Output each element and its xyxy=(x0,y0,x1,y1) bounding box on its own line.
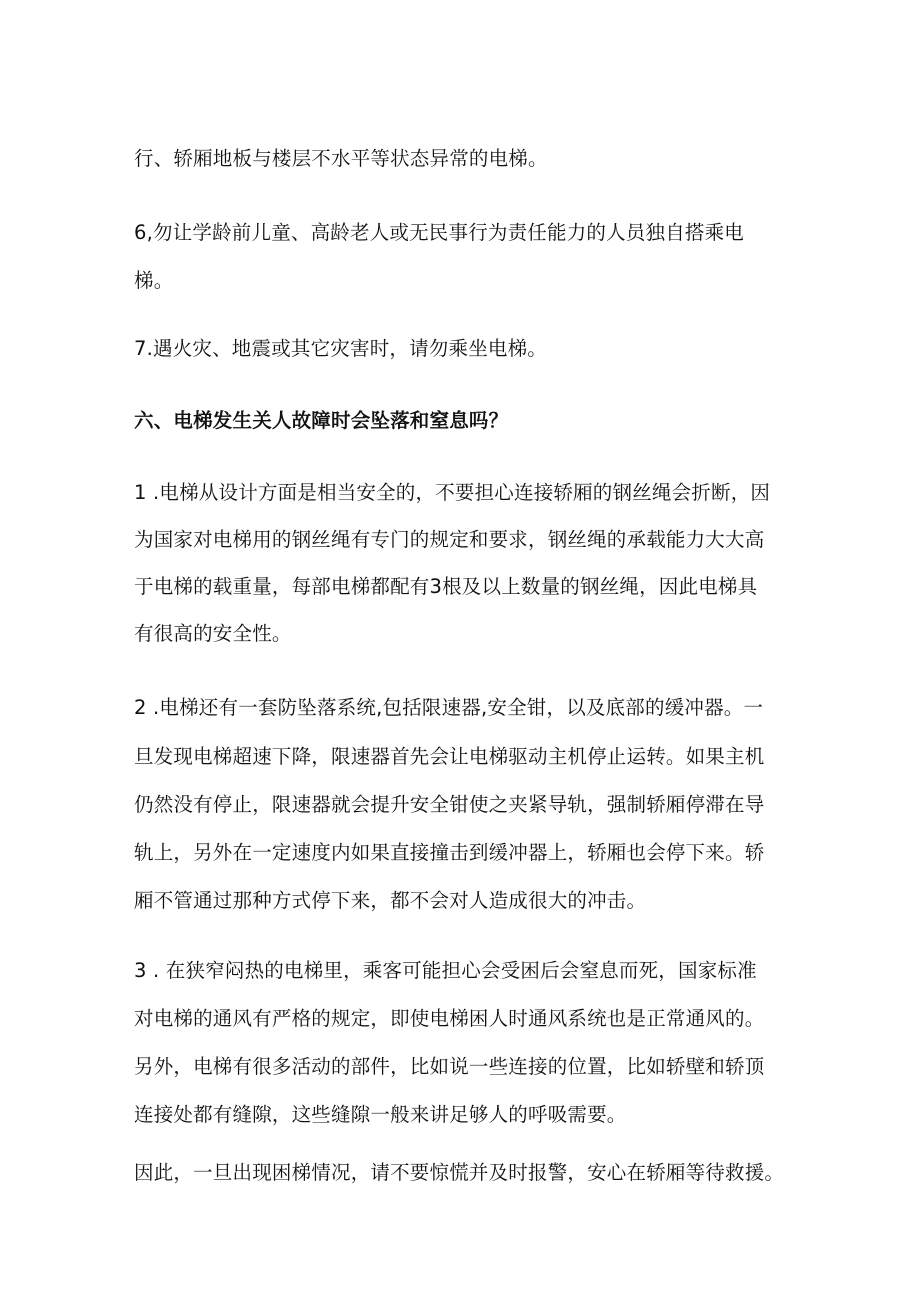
paragraph-line: 轨上，另外在一定速度内如果直接撞击到缓冲器上，轿厢也会停下来。轿 xyxy=(134,840,765,864)
paragraph-line: 3 . 在狭窄闷热的电梯里，乘客可能担心会受困后会窒息而死，国家标准 xyxy=(134,958,757,982)
paragraph-line: 旦发现电梯超速下降，限速器首先会让电梯驱动主机停止运转。如果主机 xyxy=(134,744,765,768)
paragraph-line: 另外，电梯有很多活动的部件，比如说一些连接的位置，比如轿壁和轿顶 xyxy=(134,1054,765,1078)
paragraph-line: 连接处都有缝隙，这些缝隙一般来讲足够人的呼吸需要。 xyxy=(134,1102,627,1126)
paragraph-line: 对电梯的通风有严格的规定，即使电梯困人时通风系统也是正常通风的。 xyxy=(134,1006,765,1030)
paragraph-line: 厢不管通过那种方式停下来，都不会对人造成很大的冲击。 xyxy=(134,888,647,912)
paragraph-line: 为国家对电梯用的钢丝绳有专门的规定和要求，钢丝绳的承载能力大大高 xyxy=(134,527,765,551)
paragraph-line: 因此，一旦出现困梯情况，请不要惊慌并及时报警，安心在轿厢等待救援。 xyxy=(134,1160,785,1184)
paragraph-line: 行、轿厢地板与楼层不水平等状态异常的电梯。 xyxy=(134,146,548,170)
paragraph-line: 6,勿让学龄前儿童、高龄老人或无民事行为责任能力的人员独自搭乘电 xyxy=(134,220,745,244)
paragraph-line: 1 .电梯从设计方面是相当安全的，不要担心连接轿厢的钢丝绳会折断，因 xyxy=(134,480,771,504)
paragraph-line: 仍然没有停止，限速器就会提升安全钳使之夹紧导轨，强制轿厢停滞在导 xyxy=(134,792,765,816)
paragraph-line: 梯。 xyxy=(134,268,174,292)
paragraph-line: 7.遇火灾、地震或其它灾害时，请勿乘坐电梯。 xyxy=(134,336,548,360)
section-heading: 六、电梯发生关人故障时会坠落和窒息吗？ xyxy=(134,408,509,432)
paragraph-line: 2 .电梯还有一套防坠落系统,包括限速器,安全钳，以及底部的缓冲器。一 xyxy=(134,695,764,719)
paragraph-line: 有很高的安全性。 xyxy=(134,621,292,645)
paragraph-line: 于电梯的载重量，每部电梯都配有3根及以上数量的钢丝绳，因此电梯具 xyxy=(134,574,758,598)
